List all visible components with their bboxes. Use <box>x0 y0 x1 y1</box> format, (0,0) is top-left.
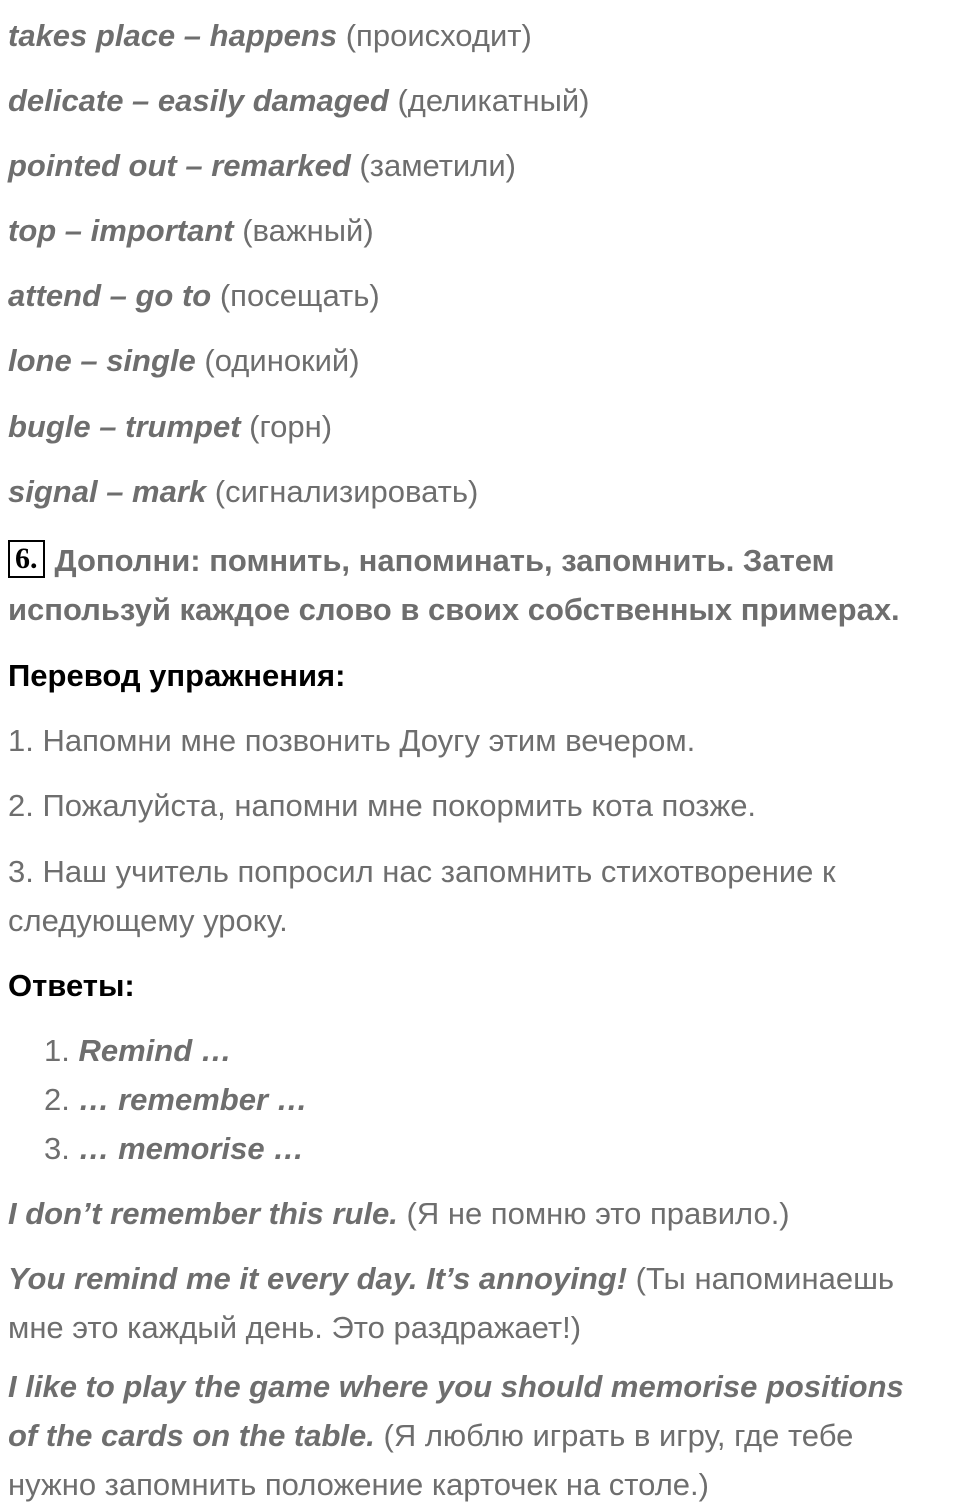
example-sentence <box>8 1189 928 1238</box>
vocab-translation: (заметили) <box>359 148 516 183</box>
answer-number: 1. <box>44 1033 70 1068</box>
vocab-entry <box>8 206 374 255</box>
example-russian: (Ты напоминаешь мне это каждый день. Это раздражает!) <box>8 1261 895 1345</box>
task-text: Дополни: помнить, напоминать, запомнить. Затем используй каждое слово в своих собственных примерах. <box>8 543 900 627</box>
example-english: I like to play the game where you should memorise positions of the cards on the table. <box>8 1369 904 1453</box>
list-item <box>44 1026 308 1075</box>
task-instruction <box>8 536 948 634</box>
vocab-entry <box>8 76 590 125</box>
vocab-term: lone – single <box>8 343 196 378</box>
translation-item: 1. Напомни мне позвонить Доугу этим вечером. <box>8 723 696 758</box>
example-sentence <box>8 1254 928 1352</box>
vocab-translation: (сигнализировать) <box>214 474 479 509</box>
vocab-translation: (посещать) <box>219 278 380 313</box>
vocab-translation: (важный) <box>242 213 374 248</box>
vocab-term: top – important <box>8 213 234 248</box>
vocab-term: delicate – easily damaged <box>8 83 389 118</box>
vocab-entry <box>8 11 532 60</box>
vocab-term: takes place – happens <box>8 18 338 53</box>
vocab-translation: (одинокий) <box>204 343 360 378</box>
vocab-translation: (происходит) <box>345 18 532 53</box>
vocab-entry <box>8 271 380 320</box>
vocab-entry <box>8 336 360 385</box>
list-item <box>44 1075 308 1124</box>
answer-text: Remind … <box>78 1033 232 1068</box>
answer-number: 2. <box>44 1082 70 1117</box>
vocab-term: bugle – trumpet <box>8 409 241 444</box>
vocab-entry <box>8 141 516 190</box>
list-item <box>44 1124 308 1173</box>
vocab-entry <box>8 402 332 451</box>
task-number-badge: 6. <box>8 540 45 578</box>
example-english: I don’t remember this rule. <box>8 1196 398 1231</box>
translation-item: 3. Наш учитель попросил нас запомнить стихотворение к следующему уроку. <box>8 854 836 938</box>
example-english: You remind me it every day. It’s annoying! <box>8 1261 628 1296</box>
translation-item: 2. Пожалуйста, напомни мне покормить кота позже. <box>8 788 757 823</box>
answer-text: … remember … <box>78 1082 308 1117</box>
answer-number: 3. <box>44 1131 70 1166</box>
example-russian: (Я люблю играть в игру, где тебе нужно запомнить положение карточек на столе.) <box>8 1418 854 1502</box>
answers-list <box>44 1026 308 1173</box>
vocab-entry <box>8 467 478 516</box>
translation-heading: Перевод упражнения: <box>8 658 346 693</box>
example-sentence <box>8 1362 928 1509</box>
vocab-translation: (деликатный) <box>397 83 590 118</box>
vocab-term: pointed out – remarked <box>8 148 351 183</box>
answer-text: … memorise … <box>78 1131 305 1166</box>
vocab-term: signal – mark <box>8 474 207 509</box>
vocab-translation: (горн) <box>249 409 333 444</box>
answers-heading: Ответы: <box>8 968 135 1003</box>
example-russian: (Я не помню это правило.) <box>406 1196 790 1231</box>
vocab-term: attend – go to <box>8 278 212 313</box>
